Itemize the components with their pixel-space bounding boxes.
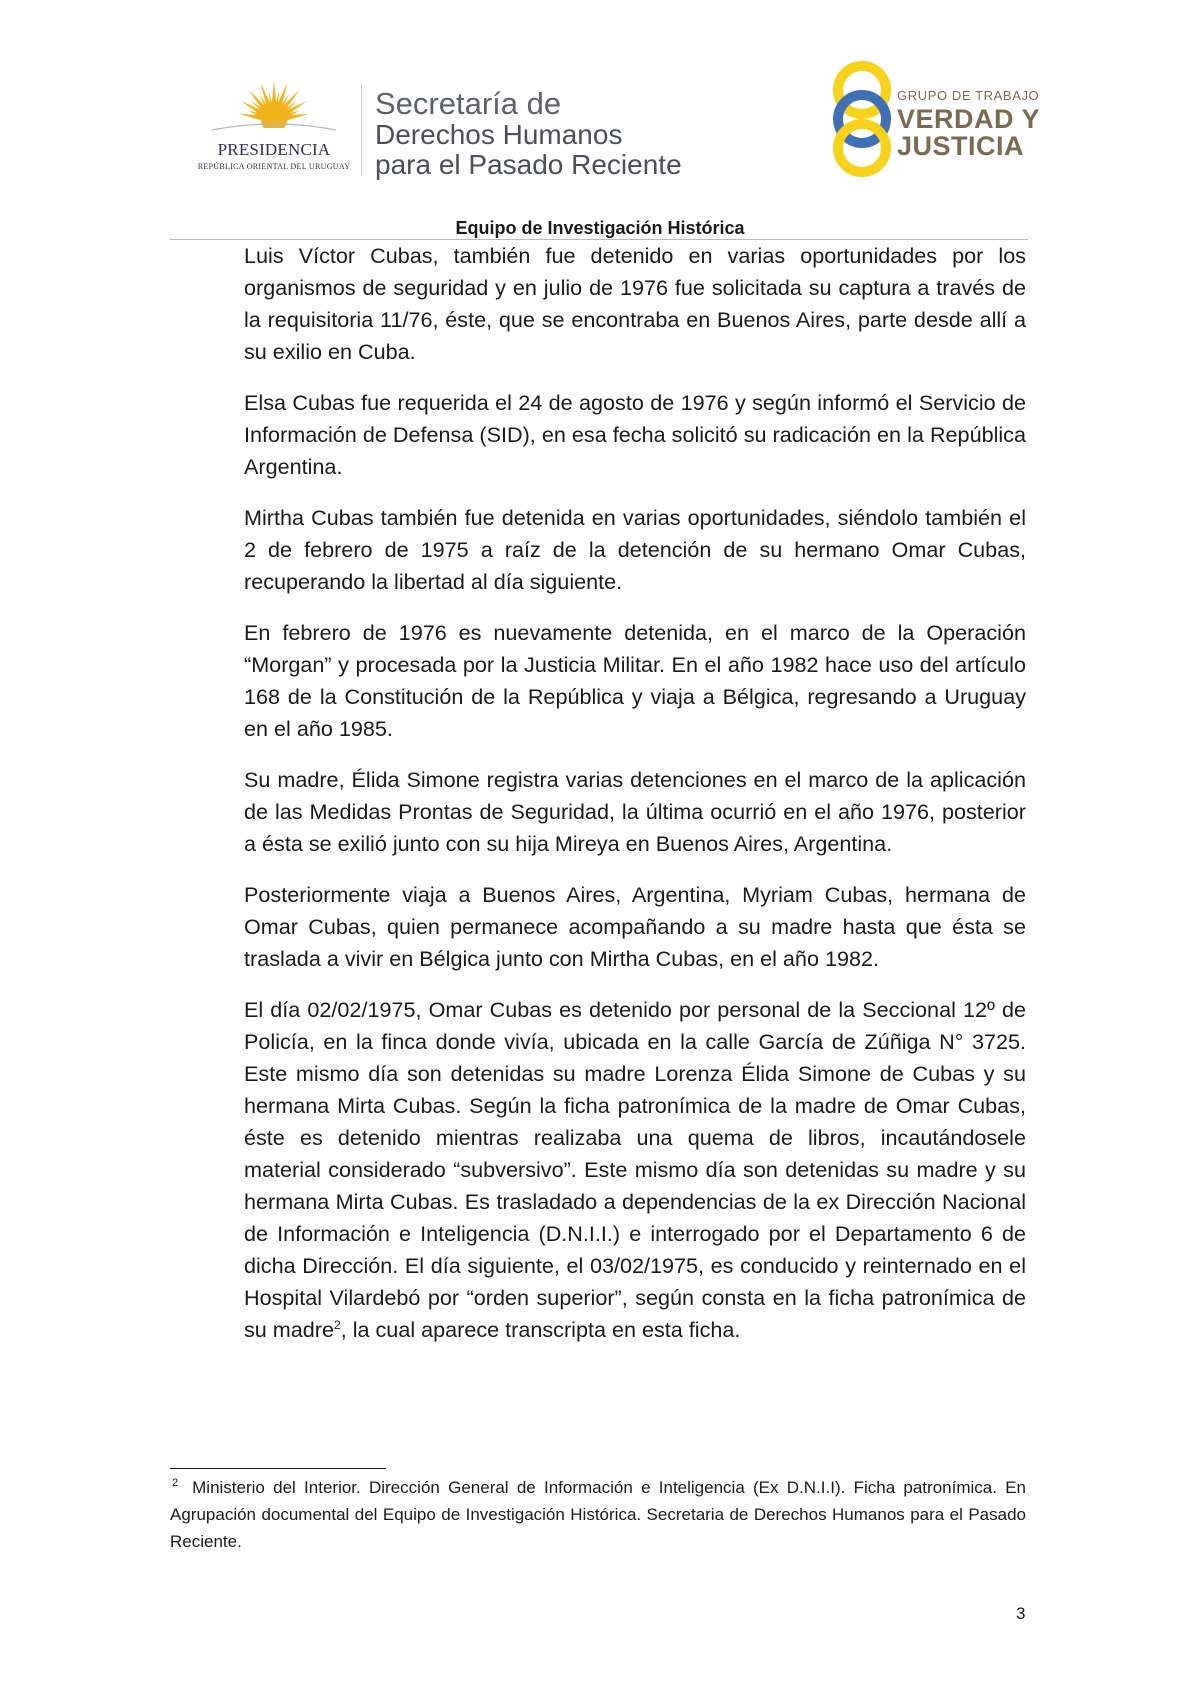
footnote-text: Ministerio del Interior. Dirección General de Información e Inteligencia (Ex D.N.I.I). Ficha patronímica. En Agrupación documental del Equipo de Investigación Histórica. Secretaria de Derechos Humanos para el Pasado Reciente. — [170, 1478, 1026, 1551]
footnote-number: 2 — [172, 1477, 179, 1490]
secretaria-line-3: para el Pasado Reciente — [375, 149, 682, 180]
presidencia-logo — [196, 78, 352, 178]
presidencia-subtitle: REPÚBLICA ORIENTAL DEL URUGUAY — [197, 162, 351, 171]
presidencia-name: PRESIDENCIA — [217, 140, 331, 159]
paragraph-7-main: El día 02/02/1975, Omar Cubas es detenido por personal de la Seccional 12º de Policía, en la finca donde vivía, ubicada en la calle García de Zúñiga N° 3725. Este mismo día son detenidas su madre Lorenza Élida Simone de Cubas y su hermana Mirta Cubas. Según la ficha patronímica de la madre de Omar Cubas, éste es detenido mientras realizaba una quema de libros, incautándosele material considerado “subversivo”. Este mismo día son detenidas su madre y su hermana Mirta Cubas. Es trasladado a dependencias de la ex Dirección Nacional de Información e Inteligencia (D.N.I.I.) e interrogado por el Departamento 6 de dicha Dirección. El día siguiente, el 03/02/1975, es conducido y reinternado en el Hospital Vilardebó por “orden superior”, según consta en la ficha patronímica de su madre — [244, 997, 1026, 1342]
body-text — [244, 240, 1026, 1365]
footnote-rule — [170, 1468, 386, 1469]
paragraph-5: Su madre, Élida Simone registra varias detenciones en el marco de la aplicación de las Medidas Prontas de Seguridad, la última ocurrió en el año 1976, posterior a ésta se exilió junto con su hija Mireya en Buenos Aires, Argentina. — [244, 767, 1026, 856]
paragraph-7-tail: , la cual aparece transcripta en esta ficha. — [340, 1317, 741, 1342]
secretaria-line-1: Secretaría de — [375, 86, 562, 121]
paragraph-7 — [244, 994, 1026, 1346]
footnote — [170, 1474, 1026, 1555]
page-number: 3 — [1016, 1604, 1026, 1623]
grupo-trabajo-title — [897, 89, 1040, 160]
secretaria-title — [375, 88, 682, 179]
footnote-reference: 2 — [334, 1317, 341, 1332]
grupo-line-2: VERDAD Y — [897, 104, 1041, 134]
grupo-line-3: JUSTICIA — [897, 131, 1025, 161]
paragraph-2: Elsa Cubas fue requerida el 24 de agosto de 1976 y según informó el Servicio de Información de Defensa (SID), en esa fecha solicitó su radicación en la República Argentina. — [244, 390, 1026, 479]
sun-emblem-icon — [196, 78, 352, 142]
logo-divider — [361, 84, 362, 176]
paragraph-6: Posteriormente viaja a Buenos Aires, Argentina, Myriam Cubas, hermana de Omar Cubas, quien permanece acompañando a su madre hasta que ésta se traslada a vivir en Bélgica junto con Mirtha Cubas, en el año 1982. — [244, 882, 1026, 971]
paragraph-4: En febrero de 1976 es nuevamente detenida, en el marco de la Operación “Morgan” y procesada por la Justicia Militar. En el año 1982 hace uso del artículo 168 de la Constitución de la República y viaja a Bélgica, regresando a Uruguay en el año 1985. — [244, 620, 1026, 741]
team-title: Equipo de Investigación Histórica — [455, 218, 745, 238]
paragraph-1: Luis Víctor Cubas, también fue detenido en varias oportunidades por los organismos de seguridad y en julio de 1976 fue solicitada su captura a través de la requisitoria 11/76, éste, que se encontraba en Buenos Aires, parte desde allí a su exilio en Cuba. — [244, 243, 1026, 364]
paragraph-3: Mirtha Cubas también fue detenida en varias oportunidades, siéndolo también el 2 de febrero de 1975 a raíz de la detención de su hermano Omar Cubas, recuperando la libertad al día siguiente. — [244, 505, 1026, 594]
secretaria-line-2: Derechos Humanos — [375, 119, 623, 150]
grupo-line-1: GRUPO DE TRABAJO — [897, 88, 1040, 103]
